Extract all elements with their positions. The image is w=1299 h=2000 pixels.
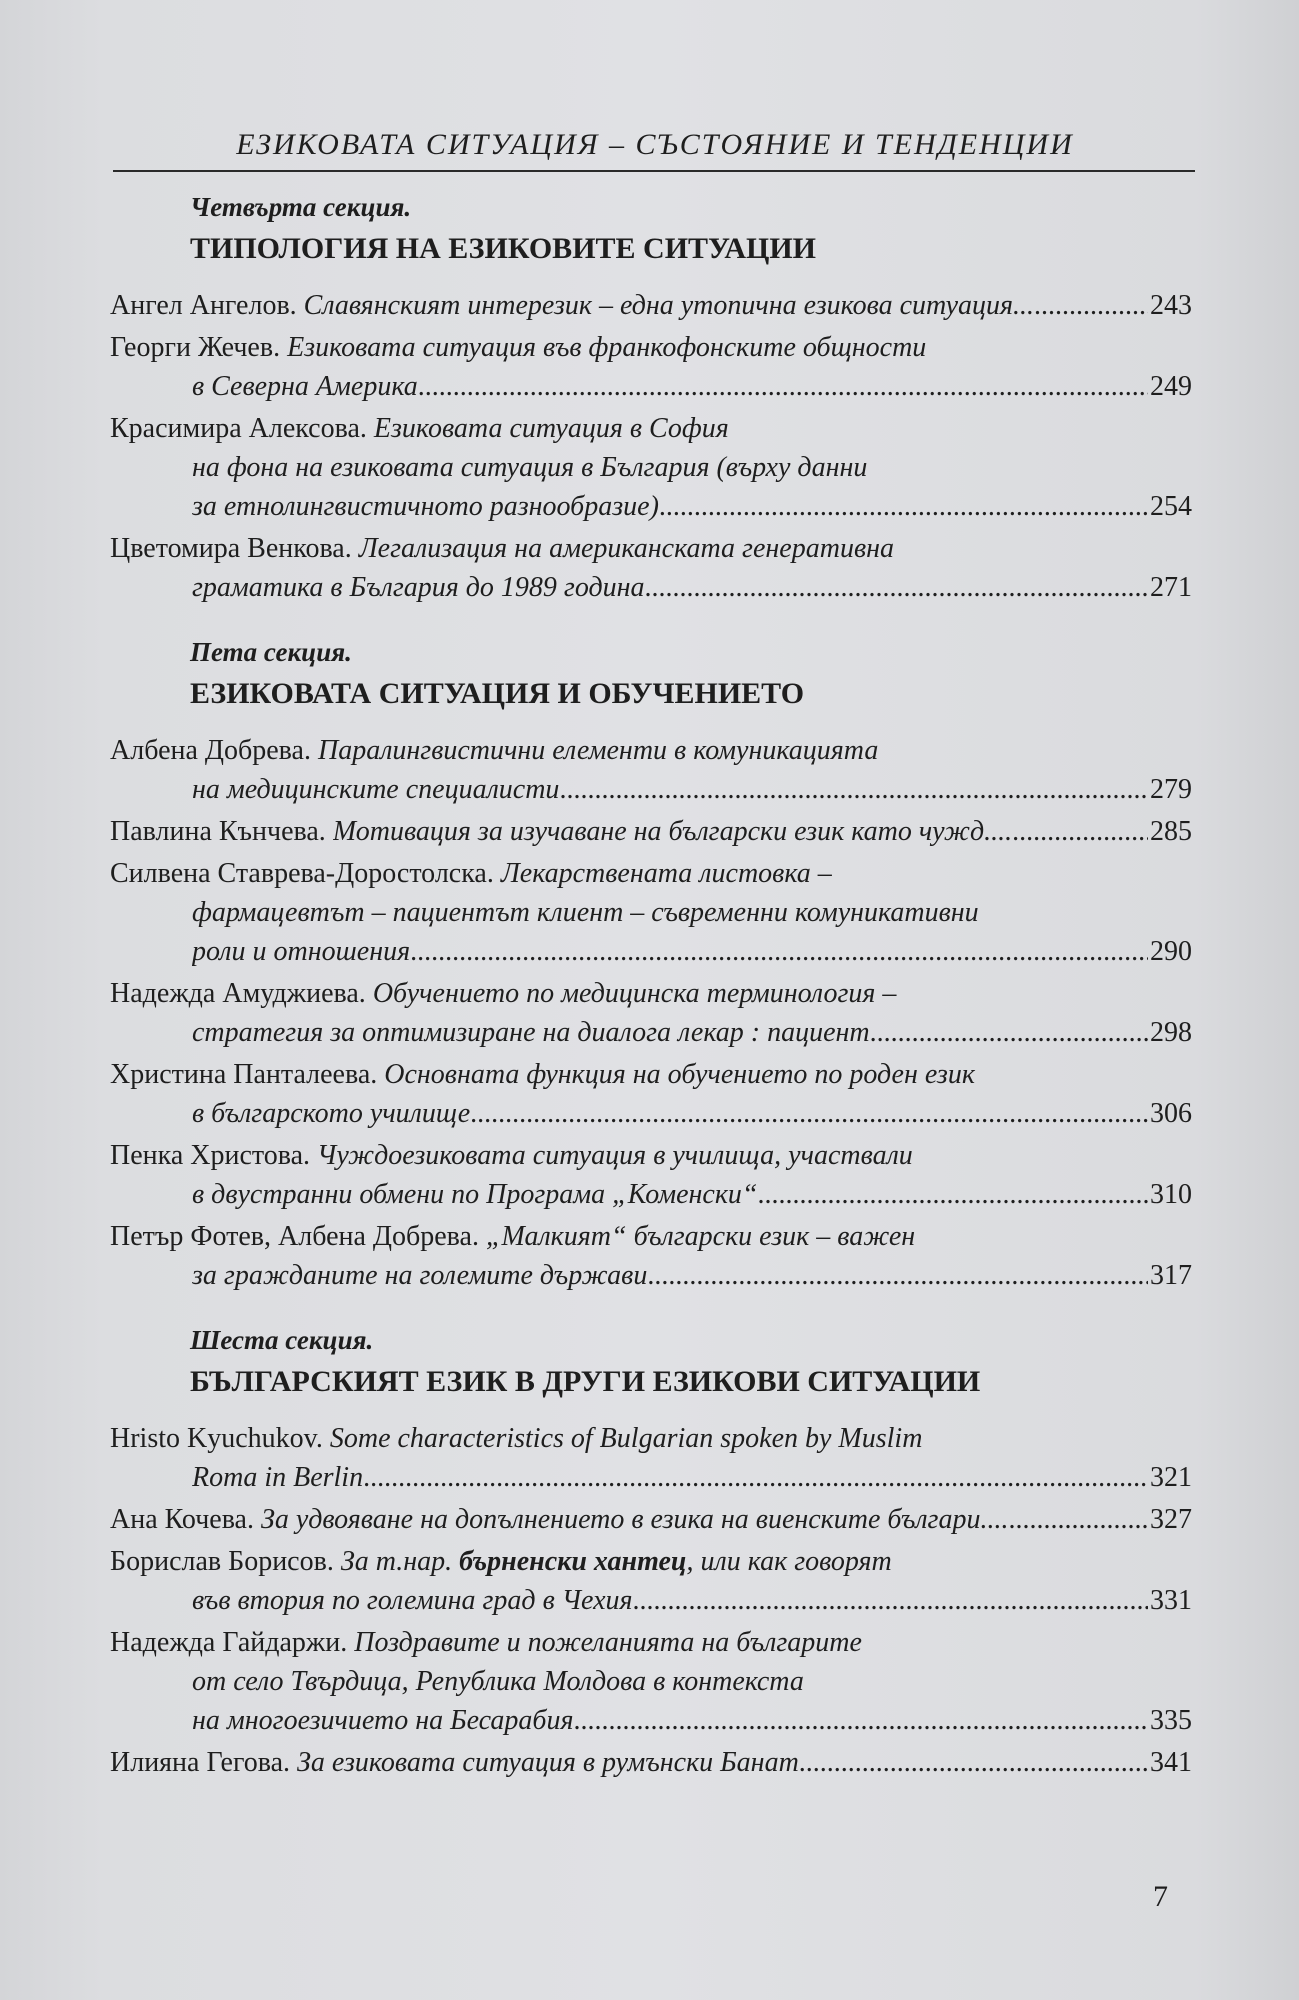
toc-entry [110, 1743, 1192, 1782]
toc-entry [110, 731, 1192, 809]
entry-author: Пенка Христова. [110, 1140, 311, 1171]
entry-page-number: 317 [1150, 1260, 1192, 1291]
leader-dots [659, 487, 1148, 526]
toc-entry [110, 1136, 1192, 1214]
table-of-contents [110, 188, 1192, 1808]
entry-title-line: За удвояване на допълнението в езика на виенските българи.... [260, 1504, 1009, 1535]
entry-title-line: За езиковата ситуация в румънски Банат [297, 1747, 799, 1778]
toc-entry [110, 409, 1192, 526]
section-label: Пета секция. [190, 637, 352, 667]
entry-line [110, 1175, 1192, 1214]
entry-title-line: Мотивация за изучаване на български език като чужд.... [332, 816, 1013, 847]
entry-author: Цветомира Венкова. [110, 533, 352, 564]
leader-dots [799, 1743, 1148, 1782]
entry-line [110, 1217, 1192, 1256]
entry-page-number: 310 [1150, 1179, 1192, 1210]
leader-dots [410, 932, 1148, 971]
entry-title-line: Езиковата ситуация във франкофонските общности [287, 332, 927, 363]
toc-entry [110, 812, 1192, 851]
entry-line [110, 409, 1192, 448]
entry-title-line: в българското училище [192, 1098, 471, 1129]
entry-page-number: 306 [1150, 1098, 1192, 1129]
entry-author: Петър Фотев, Албена Добрева. [110, 1221, 479, 1252]
entry-line [110, 731, 1192, 770]
entry-title-line: Лекарствената листовка – [500, 858, 832, 889]
entry-line [110, 893, 1192, 932]
entry-title-line: на медицинските специалисти [192, 774, 560, 805]
entry-line [110, 487, 1192, 526]
entry-title-line: Поздравите и пожеланията на българите [354, 1627, 862, 1658]
entry-title-line: роли и отношения [192, 936, 411, 967]
leader-dots [1008, 1500, 1148, 1539]
entry-title-line: Some characteristics of Bulgarian spoken by Muslim [329, 1423, 923, 1454]
entry-title-line: За т.нар. бърненски хантец, или как говорят [340, 1546, 892, 1577]
entry-page-number: 285 [1150, 816, 1192, 847]
toc-section [110, 633, 1192, 1295]
entry-author: Илияна Гегова. [110, 1747, 291, 1778]
entry-page-number: 335 [1150, 1705, 1192, 1736]
leader-dots [559, 770, 1148, 809]
toc-entry [110, 1217, 1192, 1295]
toc-section [110, 188, 1192, 607]
leader-dots [418, 367, 1148, 406]
entry-line [110, 286, 1192, 325]
toc-entry [110, 1500, 1192, 1539]
leader-dots [573, 1701, 1148, 1740]
entry-title-line: Обучението по медицинска терминология – [372, 978, 897, 1009]
entry-page-number: 243 [1150, 290, 1192, 321]
entry-page-number: 249 [1150, 371, 1192, 402]
entry-title-line: стратегия за оптимизиране на диалога лекар : пациент [192, 1017, 870, 1048]
toc-entry [110, 1542, 1192, 1620]
page-number: 7 [1153, 1880, 1168, 1913]
entry-title-line: Roma in Berlin [192, 1462, 364, 1493]
entry-title-line: за гражданите на големите държави [192, 1260, 648, 1291]
entry-title-line: граматика в България до 1989 година [192, 572, 645, 603]
leader-dots [470, 1094, 1148, 1133]
entry-title-line: Легализация на американската генеративна [358, 533, 894, 564]
entry-title-line: Чуждоезиковата ситуация в училища, участвали [317, 1140, 913, 1171]
entry-page-number: 327 [1150, 1504, 1192, 1535]
entry-page-number: 298 [1150, 1017, 1192, 1048]
entry-title-line: на фона на езиковата ситуация в България (върху данни [192, 452, 868, 483]
entry-line [110, 974, 1192, 1013]
entry-author: Ана Кочева. [110, 1504, 254, 1535]
entry-line [110, 1055, 1192, 1094]
entry-line [110, 854, 1192, 893]
section-title: ТИПОЛОГИЯ НА ЕЗИКОВИТЕ СИТУАЦИИ [190, 232, 817, 265]
entry-author: Надежда Гайдаржи. [110, 1627, 348, 1658]
entry-author: Hristo Kyuchukov. [110, 1423, 323, 1454]
entry-line [110, 1701, 1192, 1740]
entry-author: Христина Панталеева. [110, 1059, 378, 1090]
entry-line [110, 932, 1192, 971]
emphasized-term: бърненски хантец [459, 1546, 687, 1577]
leader-dots [758, 1175, 1149, 1214]
entry-line [110, 1458, 1192, 1497]
leader-dots [633, 1581, 1148, 1620]
leader-dots [1012, 812, 1148, 851]
entry-line [110, 448, 1192, 487]
entry-line [110, 1013, 1192, 1052]
entry-author: Ангел Ангелов. [110, 290, 297, 321]
entry-title-line: Езиковата ситуация в София [373, 413, 729, 444]
entry-line [110, 367, 1192, 406]
entry-author: Павлина Кънчева. [110, 816, 326, 847]
leader-dots [1034, 286, 1148, 325]
entry-title-line: в двустранни обмени по Програма „Коменски“ [192, 1179, 758, 1210]
entry-line [110, 1662, 1192, 1701]
entry-line [110, 1419, 1192, 1458]
entry-title-line: от село Твърдица, Република Молдова в контекста [192, 1666, 804, 1697]
running-head: ЕЗИКОВАТА СИТУАЦИЯ – СЪСТОЯНИЕ И ТЕНДЕНЦИИ [236, 128, 1074, 161]
entry-line [110, 770, 1192, 809]
entry-line [110, 568, 1192, 607]
entry-line [110, 328, 1192, 367]
leader-dots [647, 1256, 1148, 1295]
entry-title-line: Паралингвистични елементи в комуникацията [317, 735, 879, 766]
entry-page-number: 290 [1150, 936, 1192, 967]
entry-line [110, 1094, 1192, 1133]
entry-title-line: „Малкият“ български език – важен [485, 1221, 916, 1252]
entry-title-line: Основната функция на обучението по роден език [384, 1059, 975, 1090]
entry-page-number: 271 [1150, 572, 1192, 603]
toc-entry [110, 1419, 1192, 1497]
entry-line [110, 1581, 1192, 1620]
toc-entry [110, 974, 1192, 1052]
leader-dots [363, 1458, 1148, 1497]
entry-author: Албена Добрева. [110, 735, 311, 766]
leader-dots [645, 568, 1148, 607]
entry-title-line: за етнолингвистичното разнообразие) [192, 491, 659, 522]
toc-section [110, 1321, 1192, 1782]
entry-line [110, 529, 1192, 568]
section-title: БЪЛГАРСКИЯТ ЕЗИК В ДРУГИ ЕЗИКОВИ СИТУАЦИИ [190, 1365, 981, 1398]
entry-title-line: във втория по големина град в Чехия [192, 1585, 633, 1616]
header-rule [113, 170, 1195, 172]
entry-title-line: на многоезичието на Бесарабия [192, 1705, 574, 1736]
toc-entry [110, 328, 1192, 406]
entry-line [110, 812, 1192, 851]
entry-author: Силвена Ставрева-Доростолска. [110, 858, 494, 889]
entry-page-number: 331 [1150, 1585, 1192, 1616]
entry-line [110, 1136, 1192, 1175]
entry-title-line: фармацевтът – пациентът клиент – съвременни комуникативни [192, 897, 979, 928]
entry-line [110, 1500, 1192, 1539]
entry-line [110, 1542, 1192, 1581]
entry-title-line: Славянският интерезик – една утопична езикова ситуация... [303, 290, 1035, 321]
entry-page-number: 321 [1150, 1462, 1192, 1493]
toc-entry [110, 286, 1192, 325]
entry-author: Надежда Амуджиева. [110, 978, 366, 1009]
entry-line [110, 1623, 1192, 1662]
toc-entry [110, 529, 1192, 607]
toc-entry [110, 1623, 1192, 1740]
toc-entry [110, 1055, 1192, 1133]
section-label: Шеста секция. [190, 1325, 374, 1355]
entry-author: Красимира Алексова. [110, 413, 367, 444]
entry-title-line: в Северна Америка [192, 371, 418, 402]
leader-dots [870, 1013, 1148, 1052]
entry-author: Георги Жечев. [110, 332, 281, 363]
entry-author: Борислав Борисов. [110, 1546, 334, 1577]
entry-line [110, 1743, 1192, 1782]
toc-entry [110, 854, 1192, 971]
entry-page-number: 341 [1150, 1747, 1192, 1778]
entry-page-number: 254 [1150, 491, 1192, 522]
section-label: Четвърта секция. [190, 192, 412, 222]
entry-page-number: 279 [1150, 774, 1192, 805]
section-title: ЕЗИКОВАТА СИТУАЦИЯ И ОБУЧЕНИЕТО [190, 677, 805, 710]
entry-line [110, 1256, 1192, 1295]
